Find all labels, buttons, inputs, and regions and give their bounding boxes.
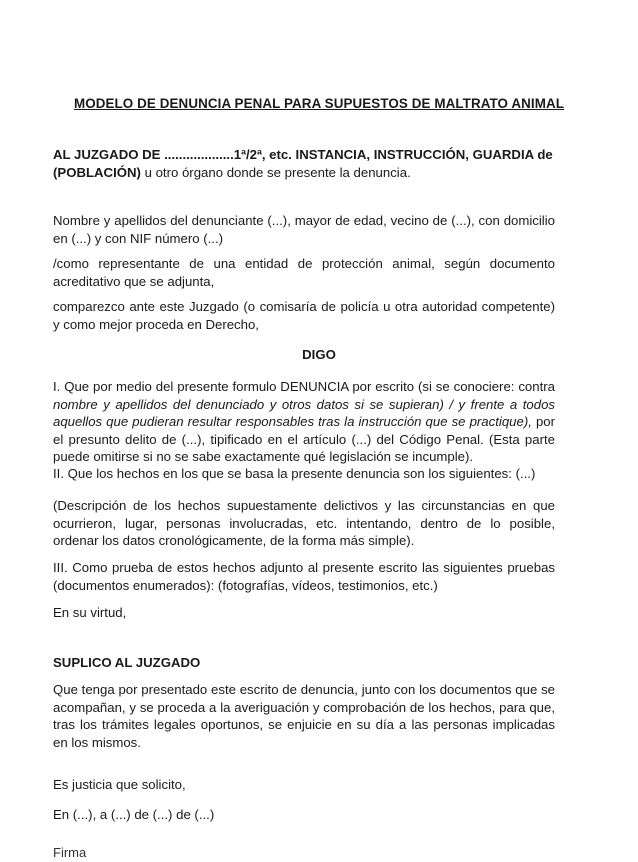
court-address-rest: u otro órgano donde se presente la denuncia.	[140, 164, 411, 180]
point-one-end: por el presunto delito de (...), tipificado en el artículo (...) del Código Penal. (Esta parte puede omitirse si no se sabe exactamente qué legislación se incumple).	[53, 414, 555, 464]
digo-heading: DIGO	[302, 347, 336, 362]
point-three-paragraph: III. Como prueba de estos hechos adjunto al presente escrito las siguientes pruebas (documentos enumerados): (fotografías, vídeos, testimonios, etc.)	[53, 560, 555, 593]
point-two-paragraph: II. Que los hechos en los que se basa la presente denuncia son los siguientes: (...)	[53, 466, 536, 481]
court-location-bold: (POBLACIÓN)	[53, 164, 141, 180]
justice-line: Es justicia que solicito,	[53, 777, 186, 792]
court-address	[53, 146, 555, 181]
document-title: MODELO DE DENUNCIA PENAL PARA SUPUESTOS DE MALTRATO ANIMAL	[73, 96, 565, 111]
court-address-bold: AL JUZGADO DE ...................1ª/2ª, etc. INSTANCIA, INSTRUCCIÓN, GUARDIA de	[53, 147, 553, 162]
en-su-virtud: En su virtud,	[53, 605, 127, 620]
suplico-heading: SUPLICO AL JUZGADO	[53, 655, 201, 670]
petition-paragraph: Que tenga por presentado este escrito de denuncia, junto con los documentos que se acompañan, y se proceda a la averiguación y comprobación de los hechos, para que, tras los trámites legales oportunos, se enjuicie en su día a las personas implicadas en los mismos.	[53, 682, 555, 750]
place-date-line: En (...), a (...) de (...) de (...)	[53, 807, 215, 822]
point-one-italic: nombre y apellidos del denunciado y otros datos si se supieran) / y frente a todos aquellos que pudieran resultar responsables tras la instrucción que se practique),	[53, 396, 555, 429]
appearance-paragraph: comparezco ante este Juzgado (o comisaría de policía u otra autoridad competente) y como mejor proceda en Derecho,	[53, 299, 555, 332]
point-one-start: I. Que por medio del presente formulo DENUNCIA por escrito (si se conociere: contra	[53, 379, 555, 394]
complainant-paragraph: Nombre y apellidos del denunciante (...), mayor de edad, vecino de (...), con domicilio en (...) y con NIF número (...)	[53, 213, 555, 246]
representative-paragraph: /como representante de una entidad de protección animal, según documento acreditativo que se adjunta,	[53, 256, 555, 289]
description-paragraph: (Descripción de los hechos supuestamente delictivos y las circunstancias en que ocurrieron, lugar, personas involucradas, etc. intentando, dentro de lo posible, ordenar los datos cronológicamente, de la forma más simple).	[53, 498, 555, 548]
signature-label: Firma	[53, 845, 87, 860]
point-one-paragraph	[53, 378, 555, 466]
